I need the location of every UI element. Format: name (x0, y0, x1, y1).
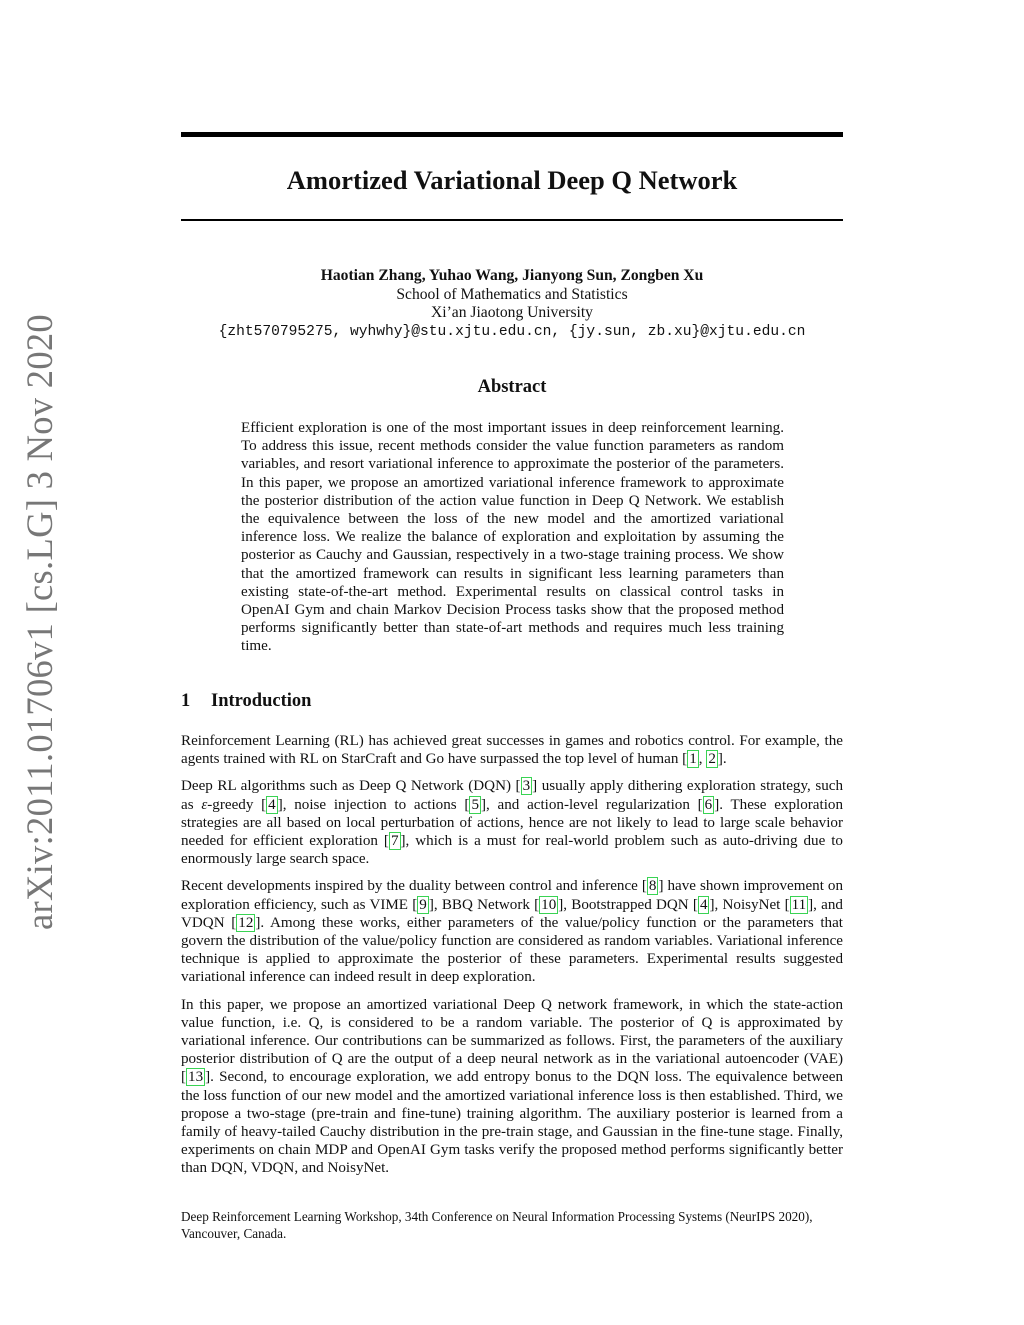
abstract-text: Efficient exploration is one of the most important issues in deep reinforcement learning. To address this issue, recent methods consider the value function parameters as random variables, and resort variational inference to approximate the posterior of the parameters. In this paper, we propose an amortized variational inference framework to approximate the posterior distribution of the action value function in Deep Q Network. We establish the equivalence between the loss of the new model and the amortized variational inference loss. We realize the balance of exploration and exploitation by assuming the posterior as Cauchy and Gaussian, respectively in a two-stage training process. We show that the amortized framework can results in significant less learning parameters than existing state-of-the-art method. Experimental results on classical control tasks in OpenAI Gym and chain Markov Decision Process tasks show that the proposed method performs significantly better than state-of-art methods and requires much less training time. (241, 420, 784, 655)
intro-paragraph-4: In this paper, we propose an amortized variational Deep Q network framework, in which the state-action value function, i.e. Q, is considered to be a random variable. The posterior of Q is approximated by variational inference. Our contributions can be summarized as follows. First, the parameters of the auxiliary posterior distribution of Q are the output of a deep neural network as in the variational autoencoder (VAE) [ 13 ]. Second, to encourage exploration, we add entropy bonus to the DQN loss. The equivalence between the loss function of our new model and the amortized variational inference loss is then established. Third, we propose a two-stage (pre-train and fine-tune) training algorithm. The auxiliary posterior is learned from a family of heavy-tailed Cauchy distribution in the pre-train stage, and Gaussian in the fine-tune stage. Finally, experiments on chain MDP and OpenAI Gym tasks verify the proposed method performs significantly better than DQN, VDQN, and NoisyNet. (181, 996, 843, 1177)
title-bottom-rule (181, 219, 843, 221)
citation-link[interactable]: 9 (419, 896, 427, 913)
affiliation-university: Xi’an Jiaotong University (431, 304, 593, 321)
citation-link[interactable]: 5 (471, 796, 479, 813)
abstract-heading: Abstract (477, 377, 547, 397)
introduction-body (181, 732, 843, 1187)
author-block (181, 267, 843, 341)
intro-paragraph-3: Recent developments inspired by the duality between control and inference [ 8 ] have shown improvement on exploration efficiency, such as VIME [ 9 ], BBQ Network [ 10 ], Bootstrapped DQN [ 4 ], NoisyNet [ 11 ], and VDQN [ 12 ]. Among these works, either parameters of the value/policy function or the parameters that govern the distribution of the value/policy function are considered as random variables. Variational inference technique is applied to approximate the posterior of these parameters. Experimental results suggested variational inference can indeed result in deep exploration. (181, 878, 843, 986)
citation-link[interactable]: 3 (522, 778, 531, 795)
conference-footnote: Deep Reinforcement Learning Workshop, 34th Conference on Neural Information Processing Systems (NeurIPS 2020), Vancouver, Canada. (181, 1209, 813, 1241)
author-names: Haotian Zhang, Yuhao Wang, Jianyong Sun, Zongben Xu (320, 267, 704, 284)
citation-link[interactable]: 7 (390, 833, 399, 850)
affiliation-school: School of Mathematics and Statistics (396, 285, 628, 303)
citation-link[interactable]: 12 (238, 914, 254, 931)
citation-link[interactable]: 10 (541, 896, 557, 913)
section-heading-introduction (181, 688, 311, 714)
author-emails: {zht570795275, wyhwhy}@stu.xjtu.edu.cn, {jy.sun, zb.xu}@xjtu.edu.cn (218, 323, 806, 340)
title-top-rule (181, 132, 843, 137)
intro-paragraph-1: Reinforcement Learning (RL) has achieved great successes in games and robotics control. For example, the agents trained with RL on StarCraft and Go have surpassed the top level of human [ 1 , 2 ]. (181, 733, 843, 768)
arxiv-identifier: arXiv:2011.01706v1 [cs.LG] 3 Nov 2020 (19, 314, 60, 930)
citation-link[interactable]: 11 (791, 896, 807, 913)
citation-link[interactable]: 13 (188, 1069, 204, 1086)
citation-link[interactable]: 6 (704, 796, 713, 813)
citation-link[interactable]: 1 (689, 751, 697, 768)
paper-title: Amortized Variational Deep Q Network (286, 165, 738, 195)
intro-paragraph-2: Deep RL algorithms such as Deep Q Network (DQN) [ 3 ] usually apply dithering exploration strategy, such as ε-greedy [ 4 ], noise injection to actions [ 5 ], and action-level regularization [ 6 ]. These exploration strategies are all based on local perturbation of actions, hence are not likely to lead to large scale behavior needed for efficient exploration [ 7 ], which is a must for real-world problem such as auto-driving due to enormously large search space. (181, 778, 843, 868)
citation-link[interactable]: 8 (648, 878, 657, 895)
citation-link[interactable]: 4 (699, 896, 708, 913)
section-number: 1 (181, 691, 191, 711)
citation-link[interactable]: 4 (268, 796, 276, 813)
citation-link[interactable]: 2 (708, 751, 716, 768)
section-title: Introduction (211, 691, 312, 711)
